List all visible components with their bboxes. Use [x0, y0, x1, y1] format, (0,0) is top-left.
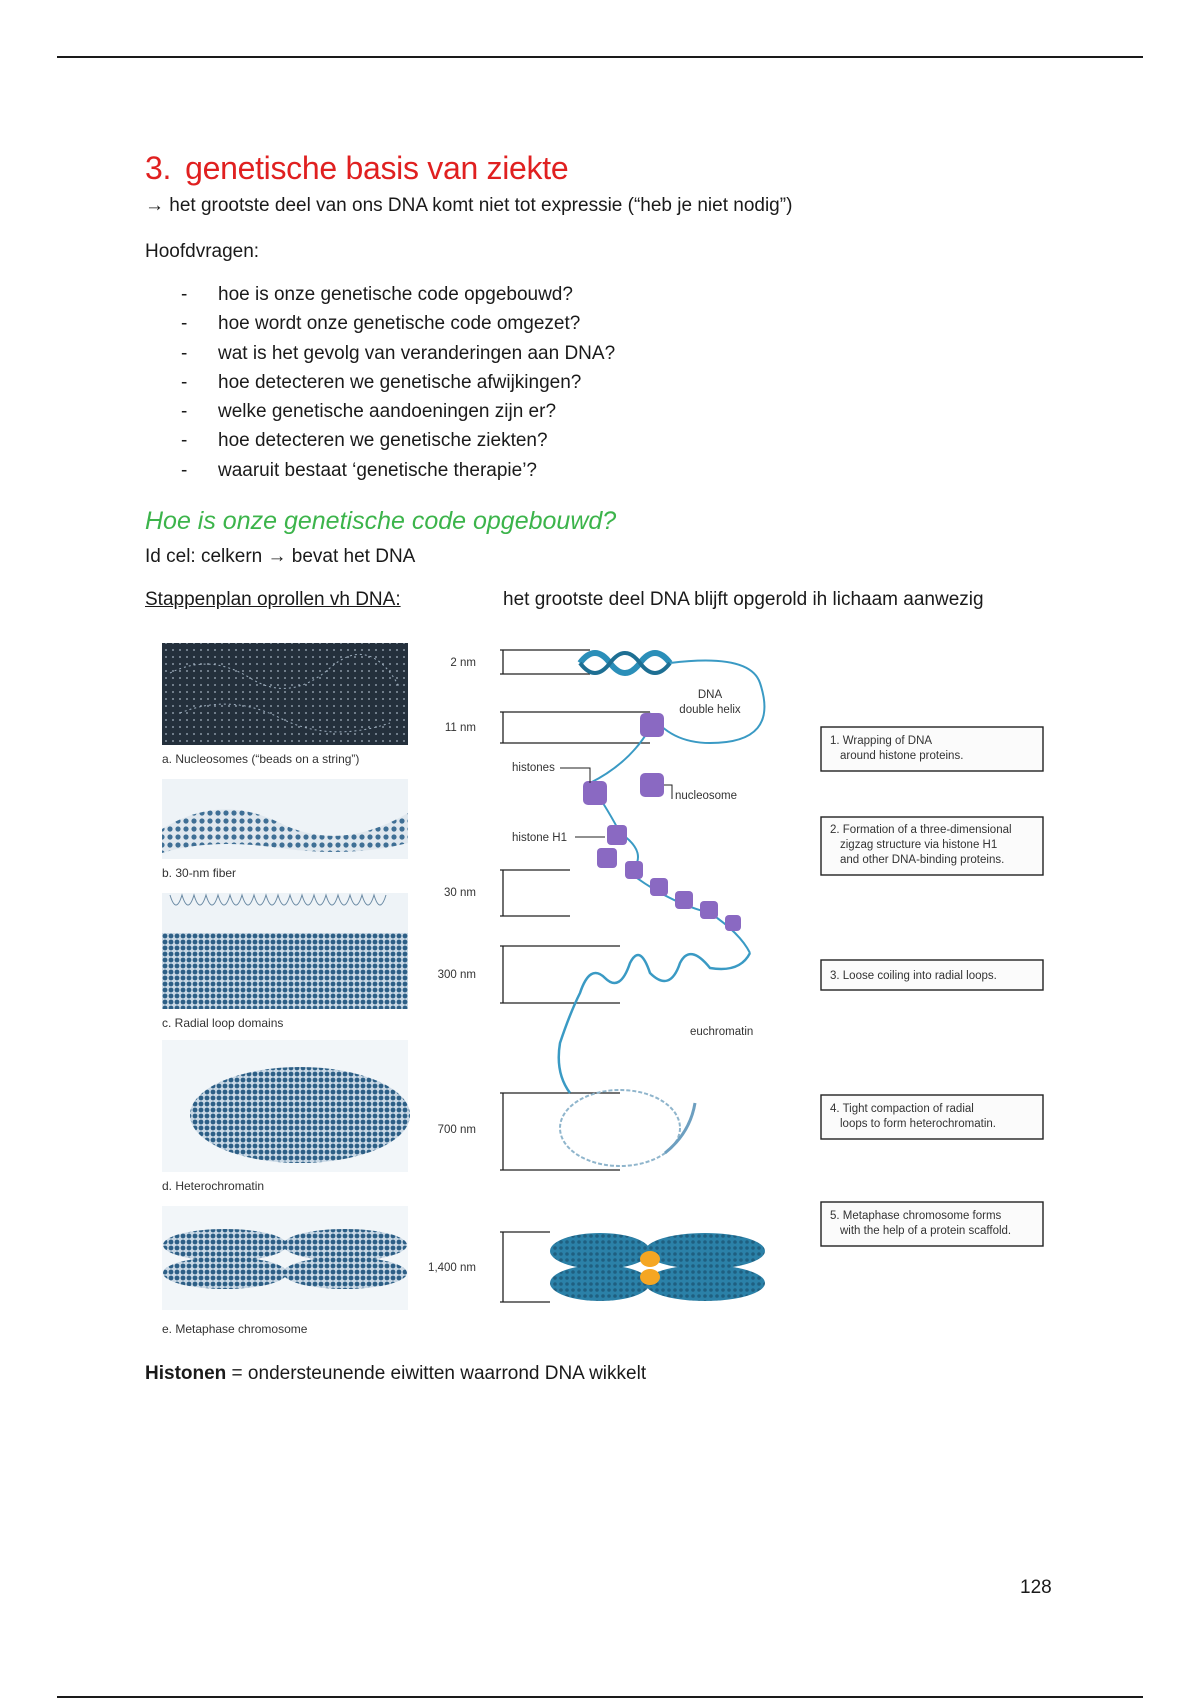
step-box-3 [821, 960, 1043, 990]
caption-d: d. Heterochromatin [162, 1179, 265, 1193]
label-histones: histones [512, 762, 555, 774]
svg-text:with the help of a protein sca: with the help of a protein scaffold. [840, 1225, 1012, 1237]
label-euchromatin: euchromatin [690, 1026, 754, 1038]
questions-heading: Hoofdvragen: [145, 241, 260, 262]
top-rule [57, 56, 1143, 58]
label-dna: DNA [697, 689, 723, 701]
step-box-4 [821, 1095, 1043, 1139]
stappen-label: Stappenplan oprollen vh DNA: [145, 589, 401, 610]
scale-700nm: 700 nm [437, 1124, 476, 1136]
list-item: - hoe detecteren we genetische afwijkingen? [181, 371, 582, 393]
micrograph-a [162, 643, 408, 745]
caption-a: a. Nucleosomes (“beads on a string”) [162, 752, 360, 766]
svg-text:zigzag structure via histone H: zigzag structure via histone H1 [840, 839, 998, 851]
micrograph-d [162, 1040, 410, 1172]
stappen-remark: het grootste deel DNA blijft opgerold ih lichaam aanwezig [503, 589, 984, 610]
intro-line: → het grootste deel van ons DNA komt niet tot expressie (“heb je niet nodig”) [145, 195, 793, 216]
micrograph-b [162, 779, 408, 859]
label-double-helix: double helix [679, 704, 741, 716]
bottom-rule [57, 1696, 1143, 1698]
micrograph-c [162, 893, 408, 1009]
step-box-2 [821, 817, 1043, 875]
metaphase-chromosome [550, 1233, 765, 1301]
dna-double-helix [580, 653, 764, 743]
list-item: - hoe detecteren we genetische ziekten? [181, 430, 548, 452]
svg-text:4. Tight compaction of radial: 4. Tight compaction of radial [830, 1103, 974, 1115]
scale-300nm: 300 nm [437, 969, 476, 981]
heterochromatin-coil [560, 1090, 695, 1166]
page-number: 128 [1020, 1577, 1052, 1598]
scale-30nm: 30 nm [444, 887, 476, 899]
micrograph-e [162, 1206, 408, 1310]
svg-text:3. Loose coiling into radial l: 3. Loose coiling into radial loops. [830, 970, 997, 982]
label-nucleosome: nucleosome [675, 790, 738, 802]
caption-e: e. Metaphase chromosome [162, 1322, 308, 1336]
nucleosomes [583, 713, 750, 953]
step-box-1 [821, 727, 1043, 771]
step-box-5 [821, 1202, 1043, 1246]
svg-text:loops to form heterochromatin.: loops to form heterochromatin. [840, 1118, 996, 1130]
list-item: - wat is het gevolg van veranderingen aan DNA? [181, 342, 616, 364]
chapter-title: 3. genetische basis van ziekte [145, 150, 569, 186]
list-item: - hoe wordt onze genetische code omgezet? [181, 313, 581, 335]
svg-text:2. Formation of a three-dimens: 2. Formation of a three-dimensional [830, 824, 1012, 836]
radial-loops [559, 953, 750, 1093]
svg-text:around histone proteins.: around histone proteins. [840, 750, 964, 762]
svg-text:1. Wrapping of DNA: 1. Wrapping of DNA [830, 735, 933, 747]
caption-c: c. Radial loop domains [162, 1016, 284, 1030]
idcel-line: Id cel: celkern → bevat het DNA [145, 546, 416, 567]
scale-11nm: 11 nm [444, 722, 476, 734]
caption-b: b. 30-nm fiber [162, 866, 237, 880]
scale-1400nm: 1,400 nm [428, 1262, 476, 1274]
histonen-definition: Histonen = ondersteunende eiwitten waarrond DNA wikkelt [145, 1363, 647, 1384]
svg-text:5. Metaphase chromosome forms: 5. Metaphase chromosome forms [830, 1210, 1002, 1222]
questions-list [145, 284, 615, 489]
list-item: - hoe is onze genetische code opgebouwd? [181, 284, 573, 305]
label-histone-h1: histone H1 [512, 832, 567, 844]
scale-2nm: 2 nm [450, 657, 476, 669]
svg-text:and other DNA-binding proteins: and other DNA-binding proteins. [840, 854, 1005, 866]
chromatin-figure [150, 633, 1050, 1343]
scale-brackets [500, 650, 650, 1302]
list-item: - waaruit bestaat ‘genetische therapie’? [181, 459, 537, 481]
list-item: - welke genetische aandoeningen zijn er? [181, 401, 557, 423]
section-title: Hoe is onze genetische code opgebouwd? [145, 507, 617, 535]
